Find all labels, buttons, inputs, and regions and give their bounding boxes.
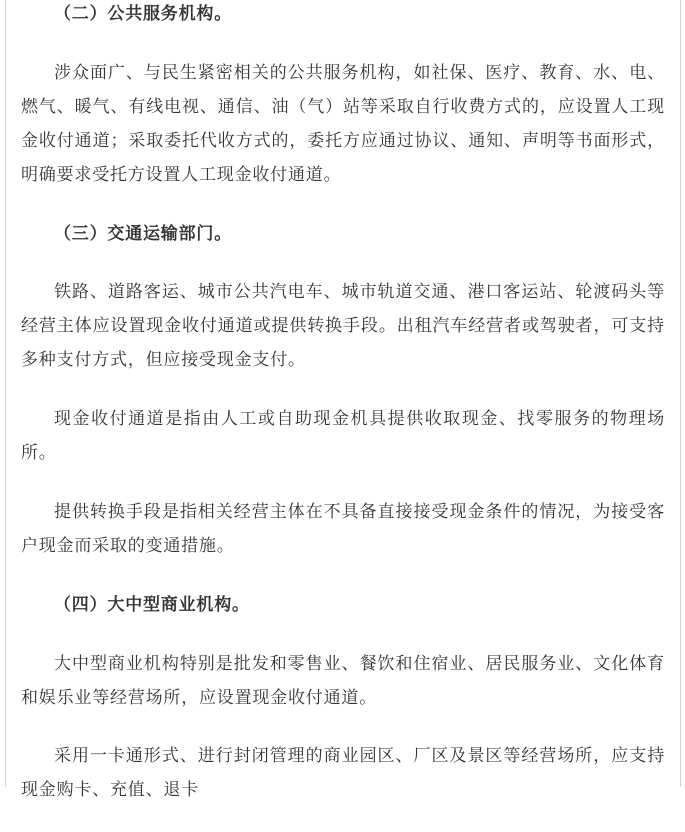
paragraph-line: 大中型商业机构特别是批发和零售业、餐饮和住宿业、居民服务业、文化体育 — [54, 653, 665, 674]
section — [21, 0, 665, 192]
paragraph-line: 燃气、暖气、有线电视、通信、油（气）站等采取自行收费方式的，应设置人工现 — [21, 96, 665, 117]
section-heading-text: （二）公共服务机构。 — [54, 4, 232, 24]
paragraph-line: 涉众面广、与民生紧密相关的公共服务机构，如社保、医疗、教育、水、电、 — [54, 62, 665, 83]
section — [21, 588, 665, 808]
section-heading — [21, 0, 665, 31]
paragraph-line: 户现金而采取的变通措施。 — [21, 535, 235, 556]
paragraph-line: 采用一卡通形式、进行封闭管理的商业园区、厂区及景区等经营场所，应支持 — [54, 746, 665, 767]
section-heading — [21, 217, 665, 251]
section — [21, 217, 665, 563]
paragraph-line: 金收付通道；采取委托代收方式的，委托方应通过协议、通知、声明等书面形式， — [21, 130, 665, 151]
section-heading-text: （四）大中型商业机构。 — [54, 594, 250, 615]
paragraph-line: 所。 — [21, 443, 57, 464]
article-body — [21, 0, 665, 832]
paragraph-line: 提供转换手段是指相关经营主体在不具备直接接受现金条件的情况，为接受客 — [54, 501, 665, 522]
paragraph — [21, 495, 665, 563]
paragraph-line: 现金收付通道是指由人工或自助现金机具提供收取现金、找零服务的物理场 — [54, 409, 665, 430]
paragraph — [21, 56, 665, 192]
paragraph-line: 经营主体应设置现金收付通道或提供转换手段。出租汽车经营者或驾驶者，可支持 — [21, 316, 665, 337]
paragraph-line: 明确要求受托方设置人工现金收付通道。 — [21, 164, 342, 185]
paragraph-line: 多种支付方式，但应接受现金支付。 — [21, 350, 306, 371]
paragraph — [21, 739, 665, 807]
paragraph-line: 现金购卡、充值、退卡 — [21, 780, 199, 801]
paragraph — [21, 275, 665, 377]
section-heading — [21, 588, 665, 622]
paragraph — [21, 402, 665, 470]
section-heading-text: （三）交通运输部门。 — [54, 223, 232, 244]
paragraph — [21, 647, 665, 715]
paragraph-line: 和娱乐业等经营场所，应设置现金收付通道。 — [21, 687, 377, 708]
paragraph-line: 铁路、道路客运、城市公共汽电车、城市轨道交通、港口客运站、轮渡码头等 — [54, 282, 665, 303]
